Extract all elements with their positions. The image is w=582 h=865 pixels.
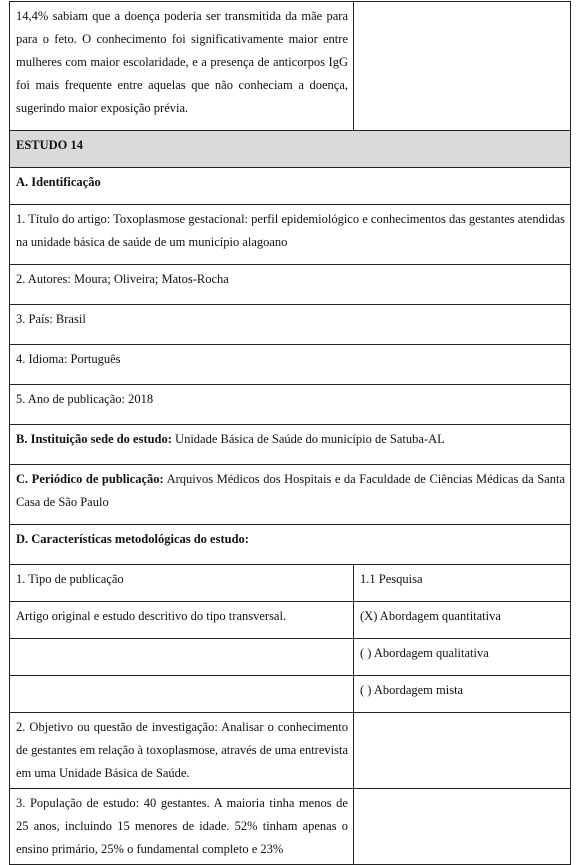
objective: 2. Objetivo ou questão de investigação: Analisar o conhecimento de gestantes em relação à toxoplasmose, através de uma entrevista em uma Unidade Básica de Saúde. — [10, 713, 354, 789]
section-b-institution: B. Instituição sede do estudo: Unidade Básica de Saúde do município de Satuba-AL — [10, 425, 571, 465]
section-a-heading: A. Identificação — [10, 168, 571, 205]
section-c-journal: C. Periódico de publicação: Arquivos Médicos dos Hospitais e da Faculdade de Ciências Médicas da Santa Casa de São Paulo — [10, 465, 571, 525]
empty-cell — [10, 639, 354, 676]
objective-empty-cell — [354, 713, 571, 789]
language: 4. Idioma: Português — [10, 345, 571, 385]
study-header: ESTUDO 14 — [10, 131, 571, 168]
empty-cell — [10, 676, 354, 713]
section-d-heading: D. Características metodológicas do estudo: — [10, 525, 571, 565]
population-empty-cell — [354, 789, 571, 865]
article-title: 1. Título do artigo: Toxoplasmose gestacional: perfil epidemiológico e conhecimentos das gestantes atendidas na unidade básica de saúde de um município alagoano — [10, 205, 571, 265]
option-qualitative: ( ) Abordagem qualitativa — [354, 639, 571, 676]
research-label: 1.1 Pesquisa — [354, 565, 571, 602]
publication-year: 5. Ano de publicação: 2018 — [10, 385, 571, 425]
publication-type-value: Artigo original e estudo descritivo do tipo transversal. — [10, 602, 354, 639]
authors: 2. Autores: Moura; Oliveira; Matos-Rocha — [10, 265, 571, 305]
study-table — [9, 1, 571, 865]
publication-type-label: 1. Tipo de publicação — [10, 565, 354, 602]
study-population: 3. População de estudo: 40 gestantes. A maioria tinha menos de 25 anos, incluindo 15 menores de idade. 52% tinham apenas o ensino primário, 25% o fundamental completo e 23% — [10, 789, 354, 865]
country: 3. País: Brasil — [10, 305, 571, 345]
intro-text: 14,4% sabiam que a doença poderia ser transmitida da mãe para para o feto. O conhecimento foi significativamente maior entre mulheres com maior escolaridade, e a presença de anticorpos IgG foi mais frequente entre aquelas que não conheciam a doença, sugerindo maior exposição prévia. — [10, 2, 354, 131]
option-mixed: ( ) Abordagem mista — [354, 676, 571, 713]
intro-empty-cell — [354, 2, 571, 131]
option-quantitative: (X) Abordagem quantitativa — [354, 602, 571, 639]
